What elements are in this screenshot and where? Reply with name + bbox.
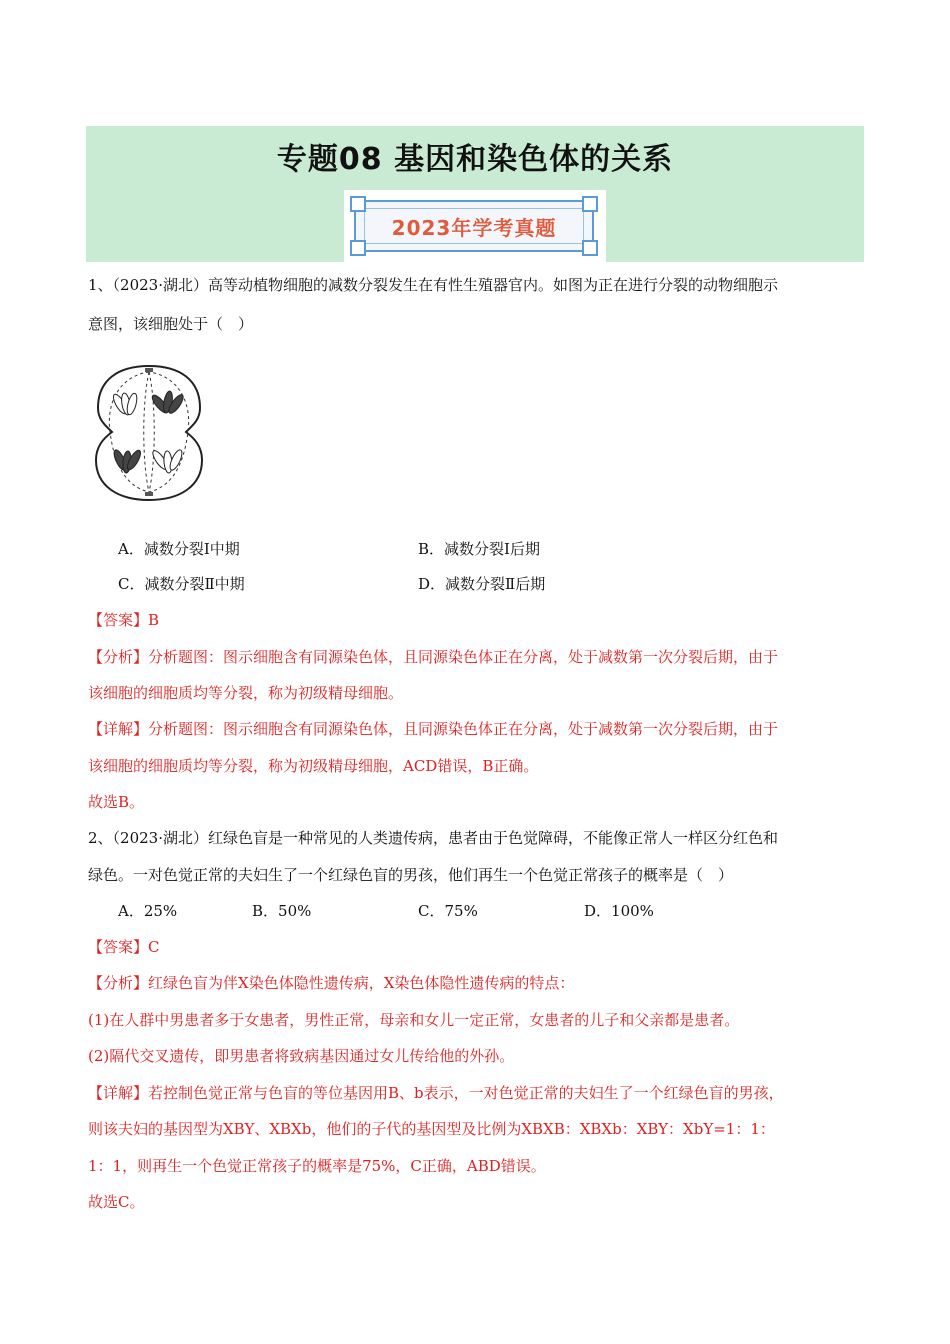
question-1-stem-line1: 1、（2023·湖北）高等动植物细胞的减数分裂发生在有性生殖器官内。如图为正在进行分裂的动物细胞示	[88, 276, 778, 294]
q1-option-a: A．减数分裂Ⅰ中期	[118, 540, 240, 558]
q2-conclusion: 故选C。	[88, 1193, 145, 1211]
q2-option-a: A．25%	[118, 902, 178, 920]
detail-tag: 【详解】	[88, 720, 149, 738]
answer-value: B	[148, 611, 160, 629]
detail-text: 分析题图：图示细胞含有同源染色体，且同源染色体正在分离，处于减数第一次分裂后期，由于	[148, 720, 779, 738]
q2-option-b: B．50%	[252, 902, 312, 920]
badge-corner	[350, 240, 366, 256]
page-title: 专题08 基因和染色体的关系	[276, 142, 674, 177]
badge-frame	[354, 200, 594, 252]
title-banner	[86, 126, 864, 262]
badge-corner	[582, 240, 598, 256]
cell-division-diagram	[90, 362, 208, 502]
badge-label: 2023年学考真题	[391, 216, 557, 240]
q2-analysis-line2: (1)在人群中男患者多于女患者，男性正常，母亲和女儿一定正常，女患者的儿子和父亲都是患者。	[88, 1011, 740, 1029]
answer-tag: 【答案】	[88, 611, 149, 629]
detail-tag: 【详解】	[88, 1084, 149, 1102]
q1-analysis-line2: 该细胞的细胞质均等分裂，称为初级精母细胞。	[88, 684, 404, 702]
badge-corner	[350, 196, 366, 212]
q2-option-d: D．100%	[584, 902, 654, 920]
q2-detail-line3: 1：1，则再生一个色觉正常孩子的概率是75%，C正确，ABD错误。	[88, 1157, 546, 1175]
q1-analysis-line1	[88, 646, 778, 668]
q2-option-c: C．75%	[418, 902, 478, 920]
question-1-stem-line2: 意图，该细胞处于（ ）	[88, 315, 254, 333]
q1-detail-line1	[88, 718, 778, 740]
badge-corner	[582, 196, 598, 212]
q1-answer	[88, 609, 159, 631]
q1-option-d: D．减数分裂Ⅱ后期	[418, 575, 546, 593]
q2-answer	[88, 936, 160, 958]
analysis-text: 分析题图：图示细胞含有同源染色体，且同源染色体正在分离，处于减数第一次分裂后期，由于	[148, 648, 779, 666]
q1-conclusion: 故选B。	[88, 793, 145, 811]
analysis-tag: 【分析】	[88, 974, 149, 992]
q1-detail-line2: 该细胞的细胞质均等分裂，称为初级精母细胞，ACD错误，B正确。	[88, 757, 539, 775]
q2-analysis-line3: (2)隔代交叉遗传，即男患者将致病基因通过女儿传给他的外孙。	[88, 1047, 515, 1065]
question-2-stem-line2: 绿色。一对色觉正常的夫妇生了一个红绿色盲的男孩，他们再生一个色觉正常孩子的概率是（ ）	[88, 866, 734, 884]
q2-detail-line2: 则该夫妇的基因型为XBY、XBXb，他们的子代的基因型及比例为XBXB：XBXb：XBY：XbY=1：1：	[88, 1120, 775, 1138]
q1-option-c: C．减数分裂Ⅱ中期	[118, 575, 245, 593]
analysis-text: 红绿色盲为伴X染色体隐性遗传病，X染色体隐性遗传病的特点：	[148, 974, 575, 992]
answer-tag: 【答案】	[88, 938, 149, 956]
q2-analysis-line1	[88, 972, 574, 994]
analysis-tag: 【分析】	[88, 648, 149, 666]
question-2-stem-line1: 2、（2023·湖北）红绿色盲是一种常见的人类遗传病，患者由于色觉障碍，不能像正常人一样区分红色和	[88, 829, 778, 847]
detail-text: 若控制色觉正常与色盲的等位基因用B、b表示，一对色觉正常的夫妇生了一个红绿色盲的男孩，	[148, 1084, 784, 1102]
section-badge	[344, 190, 606, 262]
q2-detail-line1	[88, 1082, 784, 1104]
q1-option-b: B．减数分裂Ⅰ后期	[418, 540, 540, 558]
answer-value: C	[148, 938, 160, 956]
